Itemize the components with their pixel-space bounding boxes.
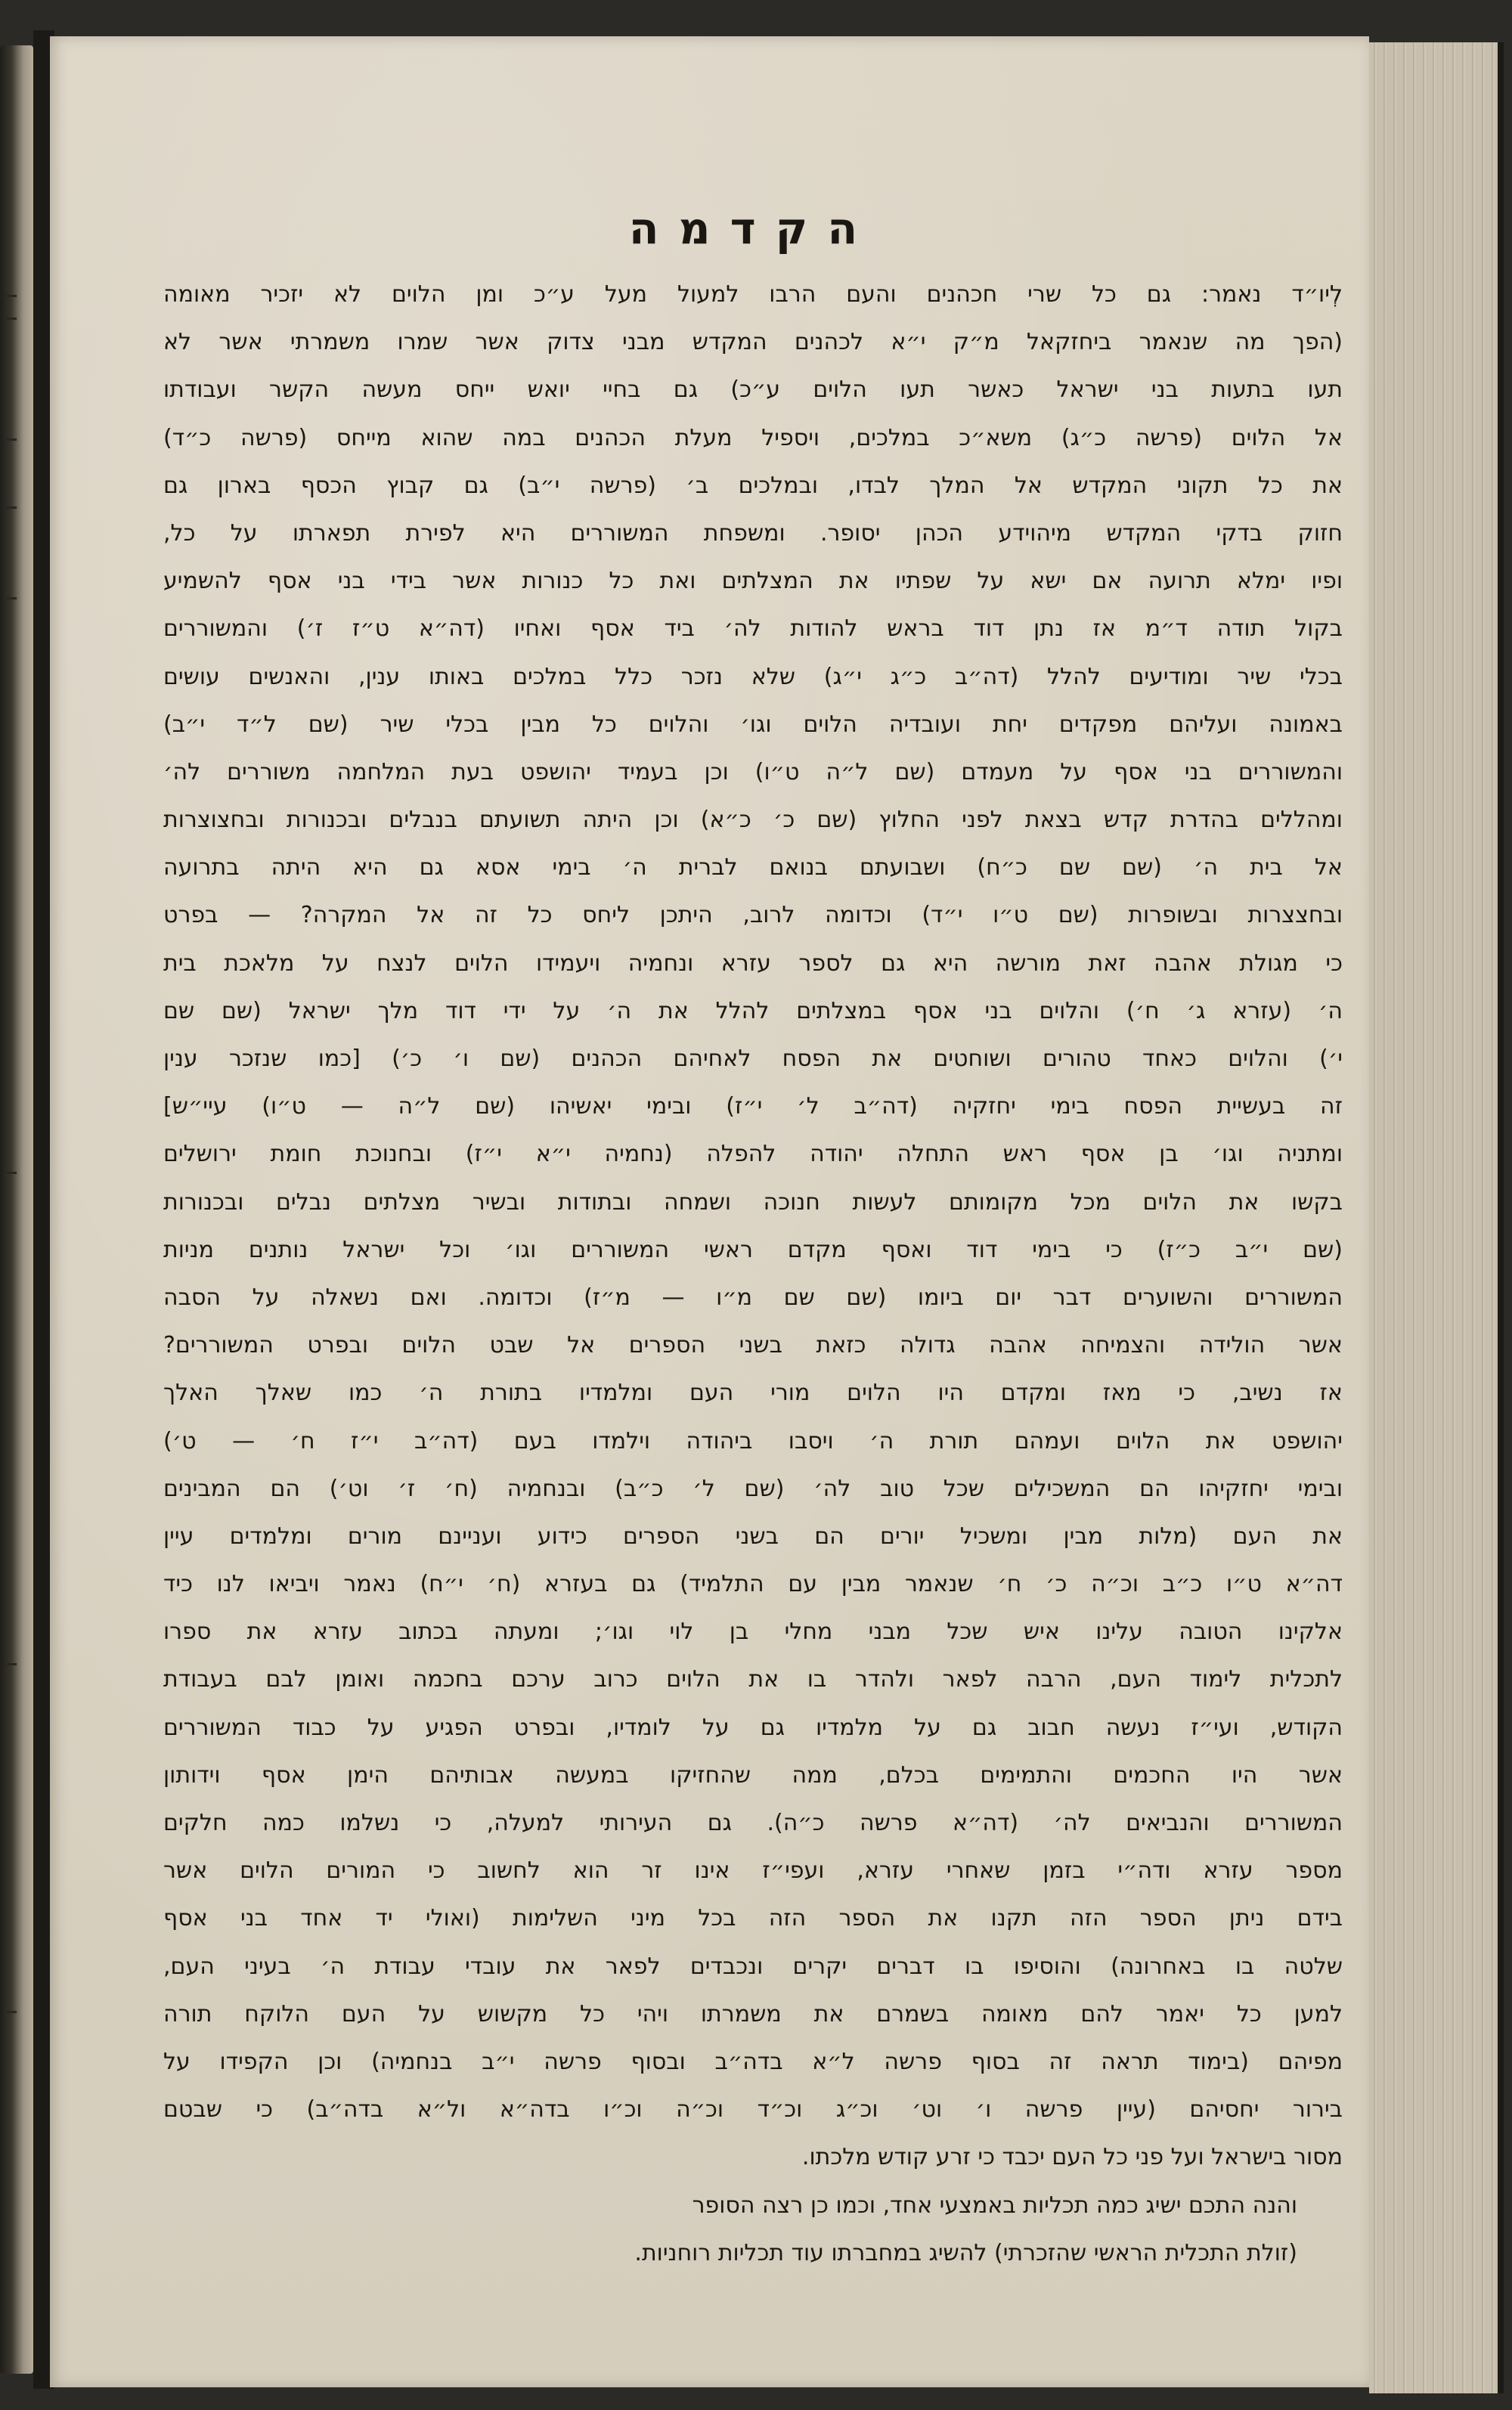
text-line: זה בעשיית הפסח בימי יחזקיה (דה״ב ל׳ י״ז) ובימי יאשיהו (שם ל״ה — ט״ו) עיי״ש] — [163, 1093, 1343, 1120]
text-line: חזוק בדקי המקדש מיהוידע הכהן יסופר. ומשפחת המשוררים היא לפירת תפארתו על כל, — [163, 519, 1343, 547]
text-line: אל בית ה׳ (שם שם כ״ח) ושבועתם בנואם לברית ה׳ בימי אסא גם היא היתה בתרועה — [163, 854, 1343, 881]
text-line: בקשו את הלוים מכל מקומותם לעשות חנוכה ושמחה ובתודות ובשיר מצלתים נבלים ובכנורות — [163, 1188, 1343, 1216]
text-line: כי מגולת אהבה זאת מורשה היא גם לספר עזרא ונחמיה ויעמידו הלוים לנצח על מלאכת בית — [163, 949, 1343, 977]
text-line: מספר עזרא ודה״י בזמן שאחרי עזרא, ועפי״ז אינו זר הוא לחשוב כי המורים הלוים אשר — [163, 1857, 1343, 1885]
text-line: שלטה בו באחרונה) והוסיפו בו דברים יקרים ונכבדים לפאר את עובדי עבודת ה׳ בעיני העם, — [163, 1953, 1343, 1980]
text-line: תעו בתעות בני ישראל כאשר תעו הלוים ע״כ) גם בחיי יואש ייחס מעשה הקשר ועבודתו — [163, 376, 1343, 404]
text-line: מפיהם (בימוד תראה זה בסוף פרשה ל״א בדה״ב ובסוף פרשה י״ב בנחמיה) וכן הקפידו על — [163, 2048, 1343, 2075]
text-line: דה״א ט״ו כ״ב וכ״ה כ׳ ח׳ שנאמר מבין עם התלמיד) גם בעזרא (ח׳ י״ח) נאמר ויביאו לנו כיד — [163, 1571, 1343, 1598]
text-line: בידם ניתן הספר הזה תקנו את הספר הזה בכל מיני השלימות (ואולי יד אחד בני אסף — [163, 1905, 1343, 1932]
text-line: (הפך מה שנאמר ביחזקאל מ״ק י״א לכהנים המקדש מבני צדוק אשר שמרו משמרתי אשר לא — [163, 329, 1343, 356]
book-page — [50, 36, 1369, 2387]
text-line: את כל תקוני המקדש אל המלך לבדו, ובמלכים ב׳ (פרשה י״ב) גם קבוץ הכסף בארון גם — [163, 472, 1343, 499]
page-stack-edge — [1369, 42, 1504, 2393]
text-line: מסור בישראל ועל פני כל העם יכבד כי זרע קודש מלכתו. — [801, 2144, 1343, 2171]
text-line: והנה התכם ישיג כמה תכליות באמצעי אחד, וכמו כן רצה הסופר — [692, 2192, 1297, 2219]
text-line: הקודש, ועי״ז נעשה חבוב גם על מלמדיו גם על לומדיו, ובפרט הפגיע על כבוד המשוררים — [163, 1714, 1343, 1741]
text-line: בירור יחסיהם (עיין פרשה ו׳ וט׳ וכ״ג וכ״ד וכ״ה וכ״ו בדה״א ול״א בדה״ב) כי שבטם — [163, 2096, 1343, 2123]
text-line: אלקינו הטובה עלינו איש שכל מבני מחלי בן לוי וגו׳; ומעתה בכתוב עזרא את ספרו — [163, 1619, 1343, 1646]
text-line: למען כל יאמר להם מאומה בשמרם את משמרתו ויהי כל מקשוש על העם הלוקח תורה — [163, 2000, 1343, 2027]
text-line: המשוררים והנביאים לה׳ (דה״א פרשה כ״ה). גם העירותי למעלה, כי נשלמו כמה חלקים — [163, 1810, 1343, 1836]
text-line: והמשוררים בני אסף על מעמדם (שם ל״ה ט״ו) וכן בעמיד יהושפט בעת המלחמה משוררים לה׳ — [163, 758, 1343, 785]
text-line: באמונה ועליהם מפקדים יחת ועובדיה הלוים וגו׳ והלוים כל מבין בכלי שיר (שם ל״ד י״ב) — [163, 711, 1343, 738]
text-line: המשוררים והשוערים דבר יום ביומו (שם שם מ״ו — מ״ז) וכדומה. ואם נשאלה על הסבה — [163, 1284, 1343, 1311]
text-line: אל הלוים (פרשה כ״ג) משא״כ במלכים, ויספיל מעלת הכהנים במה שהוא מייחס (פרשה כ״ד) — [163, 424, 1343, 451]
text-line: ומהללים בהדרת קדש בצאת לפני החלוץ (שם כ׳ כ״א) וכן היתה תשועתם בנבלים ובכנורות ובחצוצרות — [163, 807, 1343, 834]
page-title: הקדמה — [628, 203, 878, 254]
text-line: (זולת התכלית הראשי שהזכרתי) להשיג במחברתו עוד תכליות רוחניות. — [634, 2239, 1297, 2266]
text-line: בכלי שיר ומודיעים להלל (דה״ב כ״ג י״ג) שלא נזכר כלל במלכים באותו ענין, והאנשים עושים — [163, 663, 1343, 690]
text-line: לתכלית לימוד העם, הרבה לפאר ולהדר בו את הלוים כרוב ערכם בחכמה ואומן לבם בעבודת — [163, 1666, 1343, 1693]
text-line: אז נשיב, כי מאז ומקדם היו הלוים מורי העם ומלמדיו בתורת ה׳ כמו שאלך האלך — [163, 1380, 1343, 1407]
text-line: ובימי יחזקיהו הם המשכילים שכל טוב לה׳ (שם ל׳ כ״ב) ובנחמיה (ח׳ ז׳ וט׳) הם המבינים — [163, 1475, 1343, 1502]
text-line: אשר הולידה והצמיחה אהבה גדולה כזאת בשני הספרים אל שבט הלוים ובפרט המשוררים? — [163, 1332, 1343, 1359]
facing-page-edge — [0, 45, 33, 2374]
text-line: ובחצצרות ובשופרות (שם ט״ו י״ד) וכדומה לרוב, היתכן ליחס כל זה אל המקרה? — בפרט — [163, 902, 1343, 929]
text-line: (שם י״ב כ״ז) כי בימי דוד ואסף מקדם ראשי המשוררים וגו׳ וכל ישראל נותנים מניות — [163, 1236, 1343, 1263]
text-line: ופיו ימלא תרועה אם ישא על שפתיו את המצלתים ואת כל כנורות אשר בידי בני אסף להשמיע — [163, 568, 1343, 595]
text-line: בקול תודה ד״מ אז נתן דוד בראש להודות לה׳ ביד אסף ואחיו (דה״א ט״ז ז׳) והמשוררים — [163, 615, 1343, 643]
text-line: לְיו״ד נאמר: גם כל שרי חכהנים והעם הרבו למעול מעל ע״כ ומן הלוים לא יזכיר מאומה — [163, 281, 1343, 308]
text-line: יהושפט את הלוים ועמהם תורת ה׳ ויסבו ביהודה וילמדו בעם (דה״ב י״ז ח׳ — ט׳) — [163, 1427, 1343, 1454]
text-line: י׳) והלוים כאחד טהורים ושוחטים את הפסח לאחיהם הכהנים (שם ו׳ כ׳) [כמו שנזכר ענין — [163, 1045, 1343, 1072]
text-line: את העם (מלות מבין ומשכיל יורים הם בשני הספרים כידוע ועניינם מורים ומלמדים עיין — [163, 1523, 1343, 1550]
text-body — [163, 271, 1343, 2277]
text-line: ומתניה וגו׳ בן אסף ראש התחלה יהודה להפלה (נחמיה י״א י״ז) ובחנוכת חומת ירושלים — [163, 1141, 1343, 1168]
text-line: ה׳ (עזרא ג׳ ח׳) והלוים בני אסף במצלתים להלל את ה׳ על ידי דוד מלך ישראל (שם שם — [163, 997, 1343, 1024]
text-line: אשר היו החכמים והתמימים בכלם, ממה שהחזיקו במעשה אבותיהם הימן אסף וידותון — [163, 1761, 1343, 1789]
